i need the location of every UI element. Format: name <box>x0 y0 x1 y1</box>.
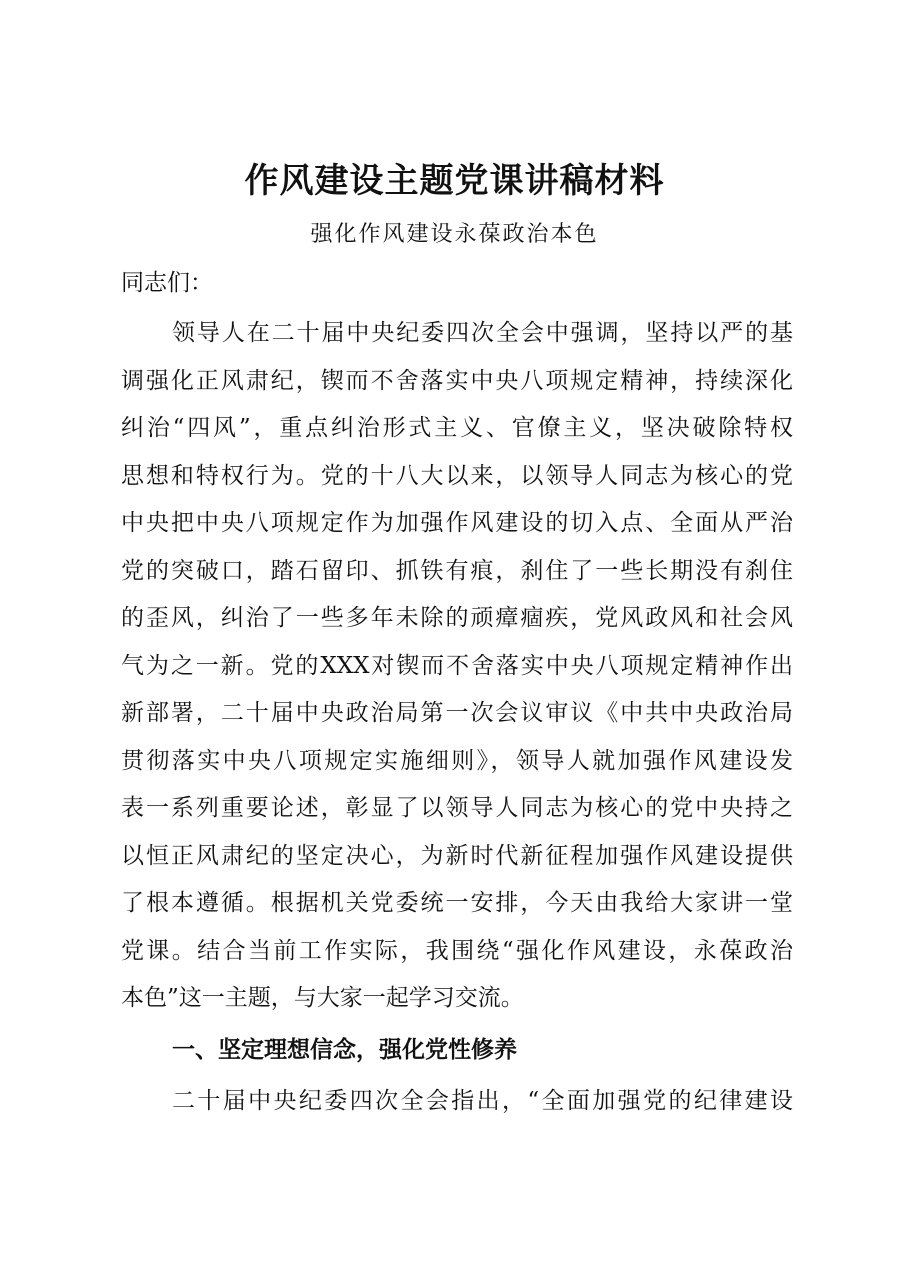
paragraph-line: 了根本遵循。根据机关党委统一安排，今天由我给大家讲一堂 <box>121 890 793 916</box>
paragraph-line: 气为之一新。党的XXX对锲而不舍落实中央八项规定精神作出 <box>121 652 793 679</box>
paragraph-line: 二十届中央纪委四次全会指出，“全面加强党的纪律建设 <box>172 1088 793 1114</box>
paragraph-line: 中央把中央八项规定作为加强作风建设的切入点、全面从严治 <box>121 510 793 536</box>
document-subtitle: 强化作风建设永葆政治本色 <box>310 222 599 247</box>
paragraph-line: 贯彻落实中央八项规定实施细则》，领导人就加强作风建设发 <box>121 747 793 774</box>
paragraph-line: 纠治“四风”，重点纠治形式主义、官僚主义，坚决破除特权 <box>121 415 793 441</box>
paragraph-line: 以恒正风肃纪的坚定决心，为新时代新征程加强作风建设提供 <box>121 842 793 869</box>
salutation: 同志们： <box>121 270 213 296</box>
section-heading: 一、坚定理想信念，强化党性修养 <box>172 1036 517 1063</box>
document-title: 作风建设主题党课讲稿材料 <box>244 161 665 201</box>
paragraph-line: 领导人在二十届中央纪委四次全会中强调，坚持以严的基 <box>172 320 793 346</box>
paragraph-line: 表一系列重要论述，彰显了以领导人同志为核心的党中央持之 <box>121 795 793 821</box>
paragraph-line: 党课。结合当前工作实际，我围绕“强化作风建设，永葆政治 <box>121 937 793 964</box>
paragraph-line: 党的突破口，踏石留印、抓铁有痕，刹住了一些长期没有刹住 <box>121 557 793 584</box>
paragraph-line: 的歪风，纠治了一些多年未除的顽瘴痼疾，党风政风和社会风 <box>121 605 793 631</box>
paragraph-line: 本色”这一主题，与大家一起学习交流。 <box>121 985 524 1011</box>
paragraph-line: 思想和特权行为。党的十八大以来，以领导人同志为核心的党 <box>121 462 793 489</box>
paragraph-line: 新部署，二十届中央政治局第一次会议审议《中共中央政治局 <box>121 700 793 726</box>
paragraph-line: 调强化正风肃纪，锲而不舍落实中央八项规定精神，持续深化 <box>121 367 793 394</box>
